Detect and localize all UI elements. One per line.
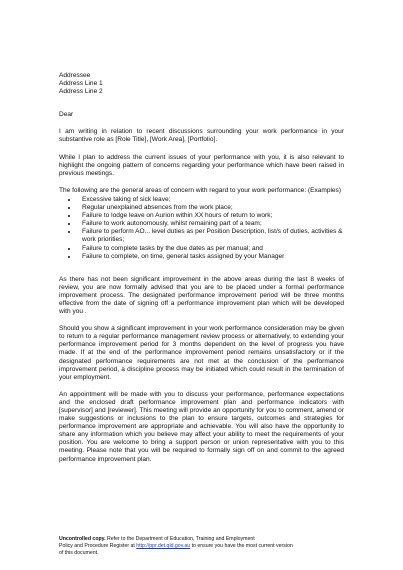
footer-text: to ensure you have the most current version — [190, 542, 293, 549]
address-line: Address Line 2 — [59, 88, 103, 96]
list-item: • Regular unexplained absences from the work place; — [78, 204, 344, 212]
list-item: • Failure to work autonomously, whilst remaining part of a team; — [78, 220, 344, 228]
salutation: Dear — [59, 111, 74, 119]
paragraph-concerns-intro: The following are the general areas of concern with regard to your work performance: (Examples) — [59, 186, 342, 194]
list-item: • Failure to complete, on time, general tasks assigned by your Manager — [78, 253, 344, 261]
list-item: • Excessive taking of sick leave; — [78, 196, 344, 204]
footer-text: Refer to the Department of Education, Training and Employment — [105, 536, 255, 542]
paragraph-intro: I am writing in relation to recent discussions surrounding your work performance in your substantive role as [Role Title], [Work Area], [Portfolio]. — [59, 128, 344, 144]
concerns-list — [59, 196, 344, 261]
list-item: • Failure to perform AO... level duties as per Position Description, list/s of duties, activities & work priorities; — [78, 228, 344, 244]
address-block — [59, 72, 344, 96]
list-item: • Failure to complete tasks by the due dates as per manual; and — [78, 245, 344, 253]
list-item: • Failure to lodge leave on Aurion within XX hours of return to work; — [78, 212, 344, 220]
ppr-link[interactable]: http://ppr.det.qld.gov.au — [136, 542, 191, 549]
footer-text: of this document. — [59, 549, 99, 556]
uncontrolled-copy-label: Uncontrolled copy. — [59, 536, 106, 542]
paragraph-formal-process: As there has not been significant improvement in the above areas during the last 8 weeks of review, you are now formally advised that you are to be placed under a formal performance improvement process. The designated performance improvement period will be three months effective from the date of signing off a performance improvement plan which will be developed with you . — [59, 275, 344, 316]
address-line: Addressee — [59, 72, 91, 79]
footer-text: Policy and Procedure Register at — [59, 542, 137, 549]
paragraph-consequences: Should you show a significant improvement in your work performance consideration may be given to return to a regular performance management review process or alternatively, to extending your performance improvement period for 3 months dependent on the level of progress you have made. If at the end of the performance improvement period remains unsatisfactory or if the designated performance requirements are not met at the conclusion of the performance improvement period, a discipline process may be initiated which could result in the termination of your employment. — [59, 325, 344, 381]
address-line: Address Line 1 — [59, 80, 103, 88]
paragraph-appointment: An appointment will be made with you to discuss your performance, performance expectations and the enclosed draft performance improvement plan and performance indicators with [supervisor] and [reviewer]. This meeting will provide an opportunity for you to comment, amend or make suggestions or inclusions to the plan to ensure targets, outcomes and strategies for performance improvement are appropriate and achievable. You will also have the opportunity to share any information which you believe may affect your ability to meet the requirements of your position. You are welcome to bring a support person or union representative with you to this meeting. Please note that you will be required to formally sign off on and commit to the agreed performance improvement plan. — [59, 390, 344, 463]
paragraph-pattern: While I plan to address the current issues of your performance with you, it is also relevant to highlight the ongoing pattern of concerns regarding your performance which have been raised in previous meetings. — [59, 153, 344, 177]
footer-note — [59, 536, 349, 556]
